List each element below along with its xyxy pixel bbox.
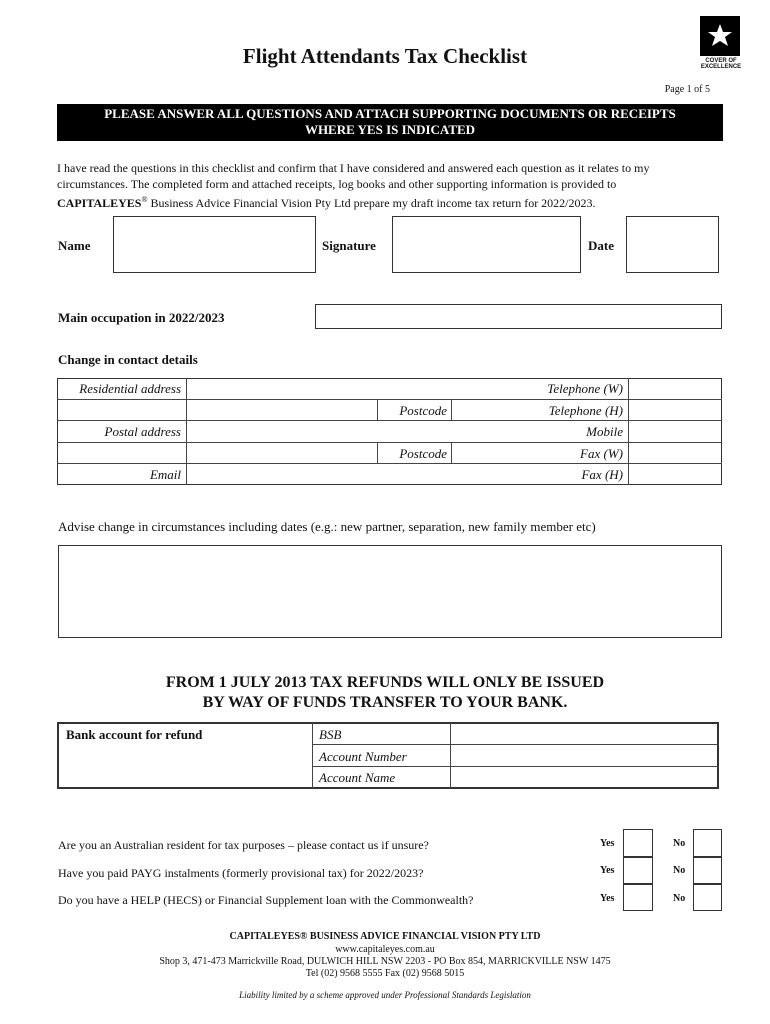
postcode-label: Postcode (399, 446, 447, 461)
registered-mark: ® (141, 195, 148, 204)
bank-account-label: Bank account for refund (66, 727, 203, 742)
star-icon (700, 16, 740, 56)
occupation-label: Main occupation in 2022/2023 (58, 310, 225, 325)
footer-website: www.capitaleyes.com.au (335, 944, 435, 955)
circumstances-label: Advise change in circumstances including dates (e.g.: new partner, separation, new family member etc) (58, 519, 596, 534)
account-name-label: Account Name (319, 770, 396, 785)
instruction-banner (57, 104, 723, 141)
residential-postcode-field[interactable] (452, 400, 492, 420)
no-label: No (673, 893, 686, 904)
question-resident: Are you an Australian resident for tax purposes – please contact us if unsure? (58, 838, 429, 852)
name-field[interactable] (113, 216, 316, 273)
footer-company: CAPITALEYES® BUSINESS ADVICE FINANCIAL VISION PTY LTD (229, 931, 541, 942)
resident-no-checkbox[interactable] (693, 829, 722, 857)
telephone-work-label: Telephone (W) (547, 381, 623, 396)
bank-grid (57, 722, 719, 789)
date-label: Date (588, 238, 614, 253)
contact-heading: Change in contact details (58, 352, 198, 367)
footer-phone: Tel (02) 9568 5555 Fax (02) 9568 5015 (305, 968, 465, 979)
logo (700, 16, 740, 56)
banner-line-1: PLEASE ANSWER ALL QUESTIONS AND ATTACH SUPPORTING DOCUMENTS OR RECEIPTS (104, 106, 676, 121)
telephone-home-field[interactable] (629, 400, 722, 420)
telephone-home-label: Telephone (H) (548, 403, 623, 418)
intro-line-1: I have read the questions in this checklist and confirm that I have considered and answered each question as it relates to my (57, 161, 650, 175)
residential-address-line2-field[interactable] (187, 400, 377, 420)
funds-line-1: FROM 1 JULY 2013 TAX REFUNDS WILL ONLY BE ISSUED (165, 674, 605, 691)
account-name-field[interactable] (451, 767, 717, 788)
occupation-field[interactable] (315, 304, 722, 329)
yes-label: Yes (600, 865, 615, 876)
question-payg: Have you paid PAYG instalments (formerly provisional tax) for 2022/2023? (58, 866, 424, 880)
funds-line-2: BY WAY OF FUNDS TRANSFER TO YOUR BANK. (202, 694, 568, 711)
intro-line-2: circumstances. The completed form and attached receipts, log books and other supporting information is provided to (57, 177, 617, 191)
funds-transfer-notice (0, 673, 770, 713)
signature-field[interactable] (392, 216, 581, 273)
intro-line-3-rest: Business Advice Financial Vision Pty Ltd prepare my draft income tax return for 2022/2023. (147, 196, 596, 210)
footer-address: Shop 3, 471-473 Marrickville Road, DULWICH HILL NSW 2203 - PO Box 854, MARRICKVILLE NSW 1475 (159, 956, 611, 967)
contact-grid (57, 378, 722, 485)
fax-work-label: Fax (W) (580, 446, 623, 461)
yes-label: Yes (600, 838, 615, 849)
help-no-checkbox[interactable] (693, 884, 722, 911)
payg-yes-checkbox[interactable] (623, 857, 653, 884)
email-label: Email (149, 467, 181, 482)
mobile-label: Mobile (586, 424, 623, 439)
payg-no-checkbox[interactable] (693, 857, 722, 884)
no-label: No (673, 865, 686, 876)
help-yes-checkbox[interactable] (623, 884, 653, 911)
logo-text: COVER OF EXCELLENCE (700, 58, 742, 70)
telephone-work-field[interactable] (629, 378, 722, 399)
intro-line-3 (57, 192, 723, 211)
page-number: Page 1 of 5 (664, 84, 710, 95)
postcode-label: Postcode (399, 403, 447, 418)
mobile-field[interactable] (629, 421, 722, 442)
postal-address-field[interactable] (187, 421, 487, 442)
footer-liability: Liability limited by a scheme approved under Professional Standards Legislation (239, 990, 531, 1000)
banner-line-2: WHERE YES IS INDICATED (304, 122, 476, 137)
residential-address-label: Residential address (79, 381, 181, 396)
resident-yes-checkbox[interactable] (623, 829, 653, 857)
fax-work-field[interactable] (629, 443, 722, 463)
date-field[interactable] (626, 216, 719, 273)
fax-home-label: Fax (H) (581, 467, 623, 482)
page-title: Flight Attendants Tax Checklist (242, 44, 528, 68)
intro-paragraph (57, 160, 723, 211)
signature-label: Signature (322, 238, 376, 253)
postal-address-label: Postal address (104, 424, 181, 439)
residential-address-field[interactable] (187, 378, 487, 399)
bsb-field[interactable] (451, 722, 717, 744)
name-label: Name (58, 238, 91, 253)
account-number-label: Account Number (319, 749, 407, 764)
circumstances-field[interactable] (58, 545, 722, 638)
yes-label: Yes (600, 893, 615, 904)
company-name: CAPITALEYES (57, 196, 142, 210)
question-help-loan: Do you have a HELP (HECS) or Financial Supplement loan with the Commonwealth? (58, 893, 474, 907)
fax-home-field[interactable] (629, 464, 722, 485)
email-field[interactable] (187, 464, 487, 485)
postal-postcode-field[interactable] (452, 443, 492, 463)
bsb-label: BSB (319, 727, 342, 742)
postal-address-line2-field[interactable] (187, 443, 377, 463)
no-label: No (673, 838, 686, 849)
account-number-field[interactable] (451, 745, 717, 766)
